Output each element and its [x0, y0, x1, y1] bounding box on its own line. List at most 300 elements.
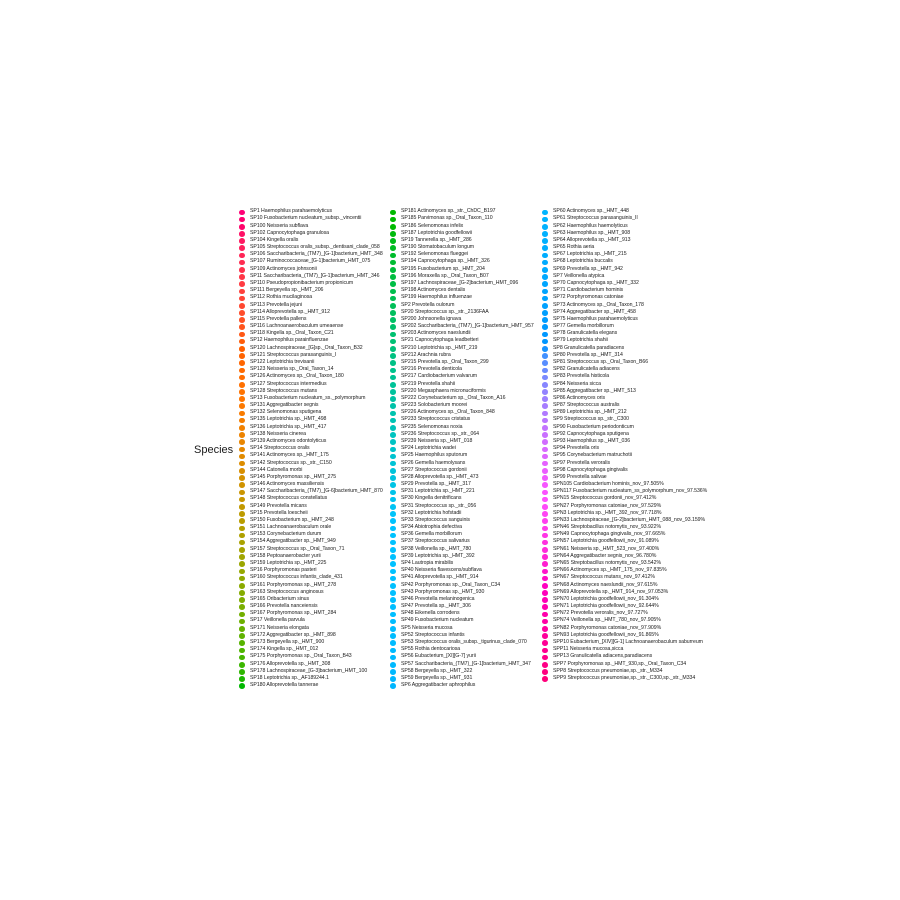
legend-key-dot [542, 324, 548, 330]
legend-key-dot [542, 461, 548, 467]
legend-key-dot [542, 655, 548, 661]
legend-label: SPP8 Streptococcus pneumoniae,sp._str._M334 [553, 667, 663, 674]
legend-key-dot [542, 482, 548, 488]
legend-label: SP210 Leptotrichia sp._HMT_219 [401, 344, 478, 351]
legend-label: SP196 Moraxella sp._Oral_Taxon_B07 [401, 272, 489, 279]
legend-label: SP69 Prevotella sp._HMT_942 [553, 265, 623, 272]
legend-label: SP226 Actinomyces sp._Oral_Taxon_848 [401, 409, 495, 416]
legend-label: SP81 Streptococcus sp._Oral_Taxon_B66 [553, 358, 649, 365]
legend-label: SP116 Lachnoanaerobaculum umeaense [250, 323, 344, 330]
legend-label: SP17 Veillonella parvula [250, 617, 305, 624]
legend-label: SP8 Granulicatella paradiacens [553, 344, 625, 351]
legend-key-dot [542, 403, 548, 409]
legend-key-dot [542, 310, 548, 316]
legend-key-dot [239, 640, 245, 646]
legend-key-dot [390, 418, 396, 424]
legend-label: SP105 Streptococcus oralis_subsp._dentisani_clade_058 [250, 244, 380, 251]
legend-label: SP120 Lachnospiraceae_[G]sp._Oral_Taxon_B32 [250, 344, 363, 351]
legend-key-dot [239, 676, 245, 682]
legend-key-dot [239, 253, 245, 259]
legend-label: SPP10 Eubacterium_[XIV][G-1] Lachnoanaerobaculum saburreum [553, 639, 703, 645]
legend-label: SP60 Actinomyces sp._HMT_448 [553, 208, 629, 215]
legend-label: SP135 Leptotrichia sp._HMT_498 [250, 416, 327, 423]
legend-label: SP127 Streptococcus intermedius [250, 380, 327, 387]
legend-label: SP113 Prevotella jejuni [250, 301, 303, 308]
legend-label: SP19 Tannerella sp._HMT_286 [401, 236, 472, 243]
legend-label: SP48 Eikenella corrodens [401, 610, 460, 617]
legend-key-dot [239, 418, 245, 424]
legend-label: SP222 Corynebacterium sp._Oral_Taxon_A16 [401, 394, 506, 401]
legend-label: SP194 Capnocytophaga sp._HMT_326 [401, 258, 490, 265]
legend-label: SP11 Saccharibacteria_(TM7)_[G-1]bacterium_HMT_346 [250, 272, 380, 279]
legend-key-dot [542, 389, 548, 395]
legend-key-dot [542, 590, 548, 596]
legend-label: SP77 Gemella morbillorum [553, 323, 614, 330]
legend-key-dot [542, 561, 548, 567]
legend-key-dot [542, 382, 548, 388]
legend-key-dot [390, 662, 396, 668]
legend-label: SP46 Prevotella melaninogenica [401, 595, 475, 602]
legend-key-dot [390, 403, 396, 409]
legend-key-dot [542, 554, 548, 560]
legend-key-dot [390, 425, 396, 431]
legend-key-dot [542, 468, 548, 474]
legend-label: SPN65 Streptobacillus notomytis_nov_93.542% [553, 560, 662, 567]
legend-key-dot [390, 303, 396, 309]
legend-label: SP10 Fusobacterium nucleatum_subsp._vincentii [250, 215, 362, 222]
legend-label: SPN68 Actinomyces naeslundii_nov_97.615% [553, 581, 658, 588]
legend-key-dot [239, 245, 245, 251]
legend-key-dot [390, 554, 396, 560]
legend-label: SP181 Actinomyces sp._str._ChDC_B197 [401, 208, 496, 215]
legend-label: SPN61 Neisseria sp._HMT_523_nov_97.400% [553, 545, 660, 552]
legend-label: SP138 Neisseria cinerea [250, 430, 306, 437]
legend-key-dot [239, 547, 245, 553]
legend-key-dot [542, 353, 548, 359]
legend-label: SP102 Capnocytophaga granulosa [250, 229, 329, 236]
legend-label: SPN66 Actinomyces sp._HMT_175_nov_97.835% [553, 567, 667, 574]
legend-key-dot [542, 626, 548, 632]
legend-key-dot [390, 360, 396, 366]
legend-key-dot [239, 217, 245, 223]
legend-label: SP79 Leptotrichia shahii [553, 337, 608, 344]
legend-key-dot [239, 533, 245, 539]
legend-label: SPN93 Leptotrichia goodfellowii_nov_91.865% [553, 631, 659, 638]
legend-label: SPN57 Leptotrichia goodfellowii_nov_91.089% [553, 538, 659, 545]
legend-key-dot [542, 526, 548, 532]
legend-label: SP30 Kingella denitrificans [401, 495, 462, 502]
legend-key-dot [390, 533, 396, 539]
legend-key-dot [390, 332, 396, 338]
legend-key-dot [239, 238, 245, 244]
legend-label: SPN71 Leptotrichia goodfellowii_nov_92.644% [553, 603, 659, 610]
legend-label: SP123 Neisseria sp._Oral_Taxon_14 [250, 366, 334, 373]
legend-label: SPN82 Porphyromonas catoniae_nov_97.909% [553, 624, 662, 631]
legend-key-dot [390, 447, 396, 453]
legend-key-dot [239, 382, 245, 388]
legend-label: SPP13 Granulicatella adiacens,paradiacens [553, 653, 653, 660]
legend-label: SP72 Porphyromonas catoniae [553, 294, 624, 301]
legend-key-dot [390, 389, 396, 395]
legend-key-dot [390, 339, 396, 345]
legend-label: SPN67 Streptococcus mutans_nov_97.412% [553, 574, 655, 581]
legend-key-dot [390, 676, 396, 682]
legend-label: SP142 Streptococcus sp._str._C150 [250, 459, 332, 466]
legend-key-dot [239, 490, 245, 496]
legend-label: SP160 Streptococcus infantis_clade_431 [250, 574, 343, 581]
legend-label: SP136 Leptotrichia sp._HMT_417 [250, 423, 327, 430]
legend-key-dot [390, 375, 396, 381]
legend-key-dot [390, 274, 396, 280]
legend-label: SP67 Leptotrichia sp._HMT_215 [553, 251, 627, 258]
legend-label: SP62 Haemophilus haemolyticus [553, 222, 628, 229]
legend-label: SP53 Streptococcus oralis_subsp._tigurinus_clade_070 [401, 639, 527, 645]
legend-label: SP167 Porphyromonas sp._HMT_284 [250, 610, 337, 617]
legend-label: SP70 Capnocytophaga sp._HMT_332 [553, 280, 639, 286]
legend-label: SPN69 Alloprevotella sp._HMT_914_nov_97.053% [553, 588, 669, 595]
legend-key-dot [239, 353, 245, 359]
legend-key-dot [390, 619, 396, 625]
legend-key-dot [390, 475, 396, 481]
legend-label: SP187 Leptotrichia goodfellowii [401, 229, 472, 236]
legend-label: SP55 Rothia dentocariosa [401, 646, 461, 653]
legend-label: SP115 Prevotella pallens [250, 315, 307, 322]
legend-key-dot [542, 281, 548, 287]
legend-key-dot [239, 317, 245, 323]
legend-key-dot [542, 396, 548, 402]
legend-label: SP217 Cardiobacterium valvarum [401, 373, 478, 380]
legend-key-dot [239, 231, 245, 237]
legend-key-dot [390, 267, 396, 273]
legend-label: SP7 Veillonella atypica [553, 272, 605, 279]
legend-key-dot [542, 669, 548, 675]
legend-label: SP161 Porphyromonas sp._HMT_278 [250, 581, 337, 588]
legend-key-dot [239, 475, 245, 481]
legend-key-dot [239, 597, 245, 603]
legend-key-dot [390, 281, 396, 287]
legend-key-dot [542, 296, 548, 302]
legend-key-dot [542, 640, 548, 646]
legend-label: SP31 Leptotrichia sp._HMT_221 [401, 488, 475, 495]
legend-key-dot [390, 633, 396, 639]
legend-label: SP200 Johnsonella ignava [401, 315, 462, 322]
legend-label: SPN74 Veillonella sp._HMT_780_nov_97.905% [553, 617, 661, 624]
legend-label: SP2 Prevotella oulorum [401, 301, 455, 308]
legend-key-dot [239, 267, 245, 273]
legend-label: SP107 Ruminococcaceae_[G-1]bacterium_HMT_075 [250, 258, 371, 265]
legend-key-dot [239, 260, 245, 266]
legend-label: SPN117 Fusobacterium nucleatum_ss_polymorphum_nov_97.536% [553, 488, 708, 495]
legend-key-dot [390, 260, 396, 266]
legend-key-dot [239, 561, 245, 567]
legend-key-dot [390, 382, 396, 388]
legend-key-dot [239, 289, 245, 295]
legend-key-dot [542, 210, 548, 216]
legend-label: SP104 Kingella oralis [250, 236, 299, 243]
legend-key-dot [239, 619, 245, 625]
legend-key-dot [239, 310, 245, 316]
legend-key-dot [390, 245, 396, 251]
legend-key-dot [239, 224, 245, 230]
legend-key-dot [239, 439, 245, 445]
legend-label: SP34 Abiotrophia defectiva [401, 524, 462, 531]
legend-label: SP148 Streptococcus constellatus [250, 495, 328, 502]
legend-label: SP93 Haemophilus sp._HMT_036 [553, 437, 631, 444]
legend-label: SPP9 Streptococcus pneumoniae,sp._str._C300,sp._str._M334 [553, 674, 696, 681]
legend-label: SP73 Actinomyces sp._Oral_Taxon_178 [553, 301, 644, 308]
legend-key-dot [542, 317, 548, 323]
legend-key-dot [390, 590, 396, 596]
legend-key-dot [239, 303, 245, 309]
legend-label: SP64 Alloprevotella sp._HMT_913 [553, 236, 631, 243]
legend-key-dot [239, 403, 245, 409]
legend-label: SP141 Actinomyces sp._HMT_175 [250, 452, 329, 459]
legend-label: SP128 Streptococcus mutans [250, 387, 318, 394]
legend-label: SP180 Alloprevotella tannerae [250, 682, 319, 689]
legend-key-dot [542, 418, 548, 424]
legend-label: SP56 Eubacterium_[XI][G-7] yurii [401, 653, 476, 660]
legend-key-dot [390, 490, 396, 496]
legend-key-dot [542, 518, 548, 524]
legend-key-dot [390, 497, 396, 503]
legend-label: SP192 Selenomonas flueggei [401, 251, 469, 258]
legend-key-dot [239, 447, 245, 453]
legend-key-dot [542, 260, 548, 266]
legend-key-dot [542, 504, 548, 510]
legend-label: SPN27 Porphyromonas catoniae_nov_97.529% [553, 502, 662, 509]
legend-key-dot [542, 267, 548, 273]
legend-key-dot [390, 317, 396, 323]
legend-label: SP178 Lachnospiraceae_[G-3]bacterium_HMT_100 [250, 667, 368, 674]
legend-label: SP114 Alloprevotella sp._HMT_912 [250, 308, 330, 315]
legend-label: SP41 Alloprevotella sp._HMT_914 [401, 574, 479, 581]
legend-label: SP190 Stomatobaculum longum [401, 244, 475, 251]
legend-label: SP185 Parvimonas sp._Oral_Taxon_110 [401, 215, 493, 222]
legend-key-dot [239, 683, 245, 689]
legend-key-dot [542, 612, 548, 618]
legend-label: SPP11 Neisseria mucosa,sicca [553, 646, 624, 653]
legend-key-dot [542, 676, 548, 682]
legend-label: SP236 Streptococcus sp._str._064 [401, 430, 479, 437]
legend-key-dot [239, 612, 245, 618]
legend-label: SPN64 Aggregatibacter segnis_nov_96.780% [553, 552, 657, 559]
legend-label: SP99 Prevotella salivae [553, 473, 607, 480]
legend-key-dot [390, 368, 396, 374]
legend-key-dot [239, 497, 245, 503]
legend-key-dot [390, 468, 396, 474]
legend-label: SP25 Haemophilus sputorum [401, 452, 468, 459]
legend-key-dot [542, 368, 548, 374]
legend-key-dot [542, 648, 548, 654]
legend-label: SP16 Porphyromonas pasteri [250, 567, 317, 574]
legend-key-dot [390, 576, 396, 582]
legend-key-dot [239, 626, 245, 632]
legend-label: SP61 Streptococcus parasanguinis_II [553, 215, 638, 222]
legend-key-dot [542, 289, 548, 295]
legend-key-dot [542, 475, 548, 481]
legend-label: SP173 Bergeyella sp._HMT_900 [250, 639, 325, 645]
legend-label: SP14 Streptococcus oralis [250, 445, 310, 452]
legend-label: SP110 Pseudopropionibacterium propionicum [250, 280, 354, 286]
legend-label: SP154 Aggregatibacter sp._HMT_949 [250, 538, 336, 545]
legend-key-dot [390, 324, 396, 330]
legend-label: SP36 Gemella morbillorum [401, 531, 462, 538]
legend-label: SP13 Fusobacterium nucleatum_ss._polymorphum [250, 394, 366, 401]
legend-key-dot [239, 655, 245, 661]
legend-label: SP37 Streptococcus salivarius [401, 538, 470, 545]
legend-label: SP4 Lautropia mirabilis [401, 560, 454, 567]
legend-key-dot [390, 253, 396, 259]
legend-key-dot [239, 468, 245, 474]
legend-label: SP112 Rothia mucilaginosa [250, 294, 313, 301]
legend-label: SP212 Arachnia rubra [401, 351, 451, 358]
legend-key-dot [390, 396, 396, 402]
legend-label: SP216 Prevotella denticola [401, 366, 462, 373]
legend-key-dot [239, 274, 245, 280]
legend-key-dot [239, 648, 245, 654]
legend-key-dot [390, 569, 396, 575]
legend-label: SP126 Actinomyces sp._Oral_Taxon_180 [250, 373, 344, 380]
legend-label: SP145 Porphyromonas sp._HMT_275 [250, 473, 337, 480]
legend-key-dot [390, 540, 396, 546]
legend-key-dot [390, 612, 396, 618]
legend-label: SP174 Kingella sp._HMT_012 [250, 646, 319, 653]
legend-label: SP198 Actinomyces dentalis [401, 287, 466, 294]
legend-key-dot [390, 310, 396, 316]
legend-key-dot [390, 296, 396, 302]
legend-key-dot [542, 540, 548, 546]
legend-key-dot [239, 296, 245, 302]
legend-key-dot [239, 554, 245, 560]
legend-label: SP87 Streptococcus australis [553, 402, 620, 409]
legend-key-dot [542, 346, 548, 352]
legend-key-dot [542, 432, 548, 438]
legend-key-dot [239, 576, 245, 582]
legend-key-dot [542, 447, 548, 453]
legend-key-dot [239, 425, 245, 431]
legend-label: SP85 Aggregatibacter sp._HMT_513 [553, 387, 636, 394]
legend-label: SP149 Prevotella micans [250, 502, 307, 509]
legend-key-dot [390, 583, 396, 589]
legend-key-dot [390, 411, 396, 417]
legend-label: SP74 Aggregatibacter sp._HMT_458 [553, 308, 636, 315]
legend-label: SP150 Fusobacterium sp._HMT_248 [250, 516, 334, 523]
legend-key-dot [542, 360, 548, 366]
legend-label: SP163 Streptococcus anginosus [250, 588, 324, 595]
legend-label: SP84 Neisseria sicca [553, 380, 602, 387]
legend-label: SP158 Peptoanaerobacter yurii [250, 552, 321, 559]
legend-label: SP68 Leptotrichia buccalis [553, 258, 613, 265]
legend-key-dot [390, 210, 396, 216]
legend-key-dot [542, 633, 548, 639]
legend-key-dot [542, 245, 548, 251]
legend-label: SP57 Saccharibacteria_(TM7)_[G-1]bacterium_HMT_347 [401, 660, 531, 667]
legend-key-dot [239, 324, 245, 330]
legend-label: SP40 Neisseria flavescens/subflava [401, 567, 482, 574]
legend-label: SP159 Leptotrichia sp._HMT_225 [250, 560, 327, 567]
legend-key-dot [239, 281, 245, 287]
legend-label: SP172 Aggregatibacter sp._HMT_898 [250, 631, 336, 638]
legend-label: SP31 Streptococcus sp._str._056 [401, 502, 477, 509]
legend-label: SP146 Actinomyces massiliensis [250, 481, 325, 488]
legend-label: SP59 Bergeyella sp._HMT_931 [401, 674, 473, 681]
legend-key-dot [542, 224, 548, 230]
legend-key-dot [542, 604, 548, 610]
legend-label: SP157 Streptococcus sp._Oral_Taxon_71 [250, 545, 345, 552]
legend-label: SP18 Leptotrichia sp._AF189244.1 [250, 674, 329, 681]
legend-key-dot [239, 454, 245, 460]
legend-key-dot [390, 482, 396, 488]
legend-key-dot [239, 540, 245, 546]
legend-key-dot [239, 346, 245, 352]
legend-label: SP52 Streptococcus infantis [401, 631, 465, 638]
legend-key-dot [542, 411, 548, 417]
legend-key-dot [239, 210, 245, 216]
legend-label: SP220 Megasphaera micronuciformis [401, 387, 486, 394]
legend-label: SP235 Selenomonas noxia [401, 423, 463, 430]
legend-title: Species [194, 444, 234, 456]
legend-label: SP132 Selenomonas sputigena [250, 409, 322, 416]
legend-label: SP42 Porphyromonas sp._Oral_Taxon_C34 [401, 581, 501, 588]
legend-key-dot [390, 597, 396, 603]
legend-key-dot [239, 504, 245, 510]
legend-label: SP109 Actinomyces johnsonii [250, 265, 317, 272]
legend-label: SP186 Selenomonas infelix [401, 222, 464, 229]
legend-label: SPN72 Prevotella veroralis_nov_97.727% [553, 610, 648, 617]
legend-label: SP21 Capnocytophaga leadbetteri [401, 337, 479, 344]
legend-label: SP95 Corynebacterium matruchotii [553, 452, 632, 459]
legend-key-dot [542, 425, 548, 431]
legend-label: SP98 Capnocytophaga gingivalis [553, 466, 628, 473]
legend-key-dot [390, 547, 396, 553]
legend-label: SP24 Leptotrichia wadei [401, 445, 456, 452]
legend-key-dot [390, 289, 396, 295]
legend-key-dot [390, 217, 396, 223]
legend-key-dot [390, 648, 396, 654]
legend-label: SP1 Haemophilus parahaemolyticus [250, 208, 333, 215]
legend-key-dot [542, 490, 548, 496]
legend-key-dot [542, 576, 548, 582]
legend-label: SP118 Kingella sp._Oral_Taxon_C21 [250, 330, 334, 337]
legend-key-dot [239, 411, 245, 417]
legend-key-dot [390, 238, 396, 244]
legend-label: SP202 Saccharibacteria_(TM7)_[G-1]bacterium_HMT_957 [401, 323, 534, 330]
legend-label: SP78 Granulicatella elegans [553, 330, 618, 337]
legend-key-dot [239, 518, 245, 524]
legend-key-dot [542, 619, 548, 625]
legend-key-dot [542, 332, 548, 338]
legend-key-dot [239, 389, 245, 395]
legend-key-dot [239, 590, 245, 596]
legend-label: SP166 Prevotella nanceiensis [250, 603, 318, 610]
legend-key-dot [390, 526, 396, 532]
legend-key-dot [542, 497, 548, 503]
legend-key-dot [390, 454, 396, 460]
legend-label: SP71 Cardiobacterium hominis [553, 287, 624, 294]
legend-label: SP197 Lachnospiraceae_[G-2]bacterium_HMT_096 [401, 280, 519, 286]
legend-key-dot [239, 569, 245, 575]
legend-key-dot [542, 375, 548, 381]
legend-label: SP83 Prevotella histicola [553, 373, 610, 380]
legend-label: SPN3 Leptotrichia sp._HMT_392_nov_97.718% [553, 509, 662, 516]
legend-label: SP20 Streptococcus sp._str._2136FAA [401, 308, 489, 315]
legend-key-dot [390, 461, 396, 467]
legend-label: SP144 Catonella morbi [250, 466, 303, 473]
legend-key-dot [390, 640, 396, 646]
legend-key-dot [390, 224, 396, 230]
legend-label: SP86 Actinomyces oris [553, 394, 605, 401]
legend-label: SP5 Neisseria mucosa [401, 624, 453, 631]
